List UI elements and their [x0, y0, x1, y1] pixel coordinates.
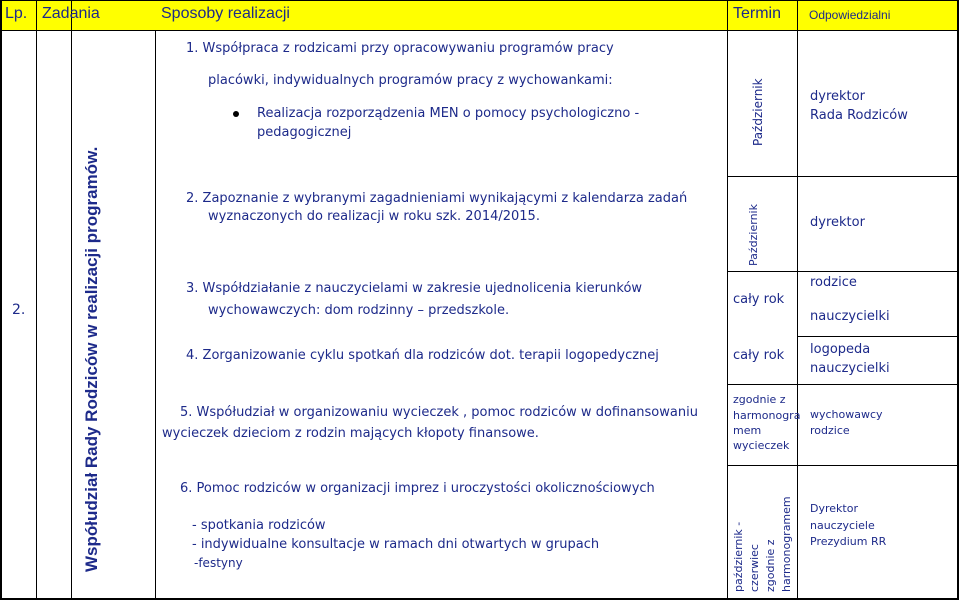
item3-termin: cały rok [733, 292, 785, 307]
item6-termin-v1: październik - [732, 521, 745, 592]
item5-line2: wycieczek dzieciom z rodzin mających kłopoty finansowe. [162, 426, 539, 441]
header-lp: Lp. [5, 5, 28, 22]
item2-odp: dyrektor [810, 215, 865, 230]
header-sposoby: Sposoby realizacji [161, 5, 290, 22]
item1-line2: placówki, indywidualnych programów pracy z wychowankami: [208, 73, 613, 88]
task-title: Współudział Rady Rodziców w realizacji programów. [82, 146, 101, 572]
item2-line1: 2. Zapoznanie z wybranymi zagadnieniami wynikającymi z kalendarza zadań [186, 191, 688, 206]
item5-termin4: wycieczek [733, 439, 790, 452]
item1-bullet-line2: pedagogicznej [257, 125, 352, 140]
item3-line1: 3. Współdziałanie z nauczycielami w zakresie ujednolicenia kierunków [186, 281, 643, 296]
item2-termin: Październik [747, 204, 760, 266]
bullet-icon [233, 111, 239, 117]
item5-odp1: wychowawcy [810, 408, 883, 421]
item6-termin-v2: czerwiec [748, 544, 761, 592]
item6-line1: 6. Pomoc rodziców w organizacji imprez i uroczystości okolicznościowych [180, 481, 655, 496]
item2-line2: wyznaczonych do realizacji w roku szk. 2014/2015. [208, 209, 540, 224]
item4-termin: cały rok [733, 348, 785, 363]
row-number: 2. [12, 302, 26, 318]
item6-termin-v4: harmonogramem [780, 496, 793, 592]
item6-odp1: Dyrektor [810, 502, 858, 515]
item6-sub3: -festyny [194, 556, 243, 570]
item5-line1: 5. Współudział w organizowaniu wycieczek , pomoc rodziców w dofinansowaniu [180, 405, 698, 420]
item6-odp2: nauczyciele [810, 519, 875, 532]
item6-sub1: - spotkania rodziców [192, 518, 326, 533]
item1-bullet-line1: Realizacja rozporządzenia MEN o pomocy psychologiczno - [257, 106, 640, 121]
item1-odp1: dyrektor [810, 89, 865, 104]
item3-odp1: rodzice [810, 275, 857, 290]
item5-termin3: mem [733, 424, 762, 437]
item6-sub2: - indywidualne konsultacje w ramach dni otwartych w grupach [192, 537, 600, 552]
item3-line2: wychowawczych: dom rodzinny – przedszkole. [208, 303, 510, 318]
item3-odp2: nauczycielki [810, 309, 890, 324]
item4-odp2: nauczycielki [810, 361, 890, 376]
item5-termin1: zgodnie z [733, 393, 786, 406]
item5-termin2: harmonogra [733, 409, 801, 422]
item6-odp3: Prezydium RR [810, 535, 887, 548]
item4-line: 4. Zorganizowanie cyklu spotkań dla rodziców dot. terapii logopedycznej [186, 348, 659, 363]
header-termin: Termin [733, 5, 782, 22]
header-odpowiedzialni: Odpowiedzialni [809, 8, 891, 22]
item5-odp2: rodzice [810, 424, 850, 437]
item1-odp2: Rada Rodziców [810, 108, 908, 123]
item6-termin-v3: zgodnie z [764, 539, 777, 592]
item1-line1: 1. Współpraca z rodzicami przy opracowywaniu programów pracy [186, 41, 614, 56]
item1-termin: Październik [751, 78, 765, 146]
item4-odp1: logopeda [810, 342, 871, 357]
header-zadania: Zadania [42, 5, 100, 22]
